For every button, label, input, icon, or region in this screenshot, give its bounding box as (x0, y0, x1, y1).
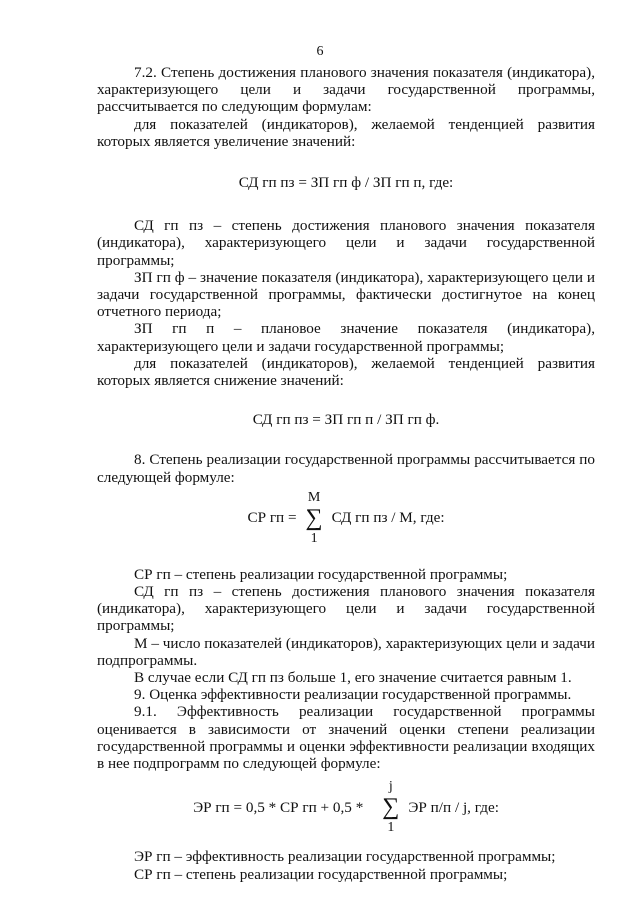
summation-sign (382, 778, 399, 836)
definition-sr-2: СР гп – степень реализации государственной программы; (134, 865, 508, 883)
summation-sign (306, 489, 323, 547)
formula-sr (97, 489, 595, 547)
paragraph-7-2: 7.2. Степень достижения планового значения показателя (индикатора), характеризующего цели и задачи государственной программы, рассчитывается по следующим формулам: (97, 64, 595, 116)
paragraph-8: 8. Степень реализации государственной программы рассчитывается по следующей формуле: (97, 451, 595, 486)
summation-lower-limit: 1 (387, 820, 395, 836)
sigma-symbol: ∑ (382, 794, 400, 821)
formula-sr-rhs: СД гп пз / М, где: (331, 509, 445, 527)
paragraph-decrease-case: для показателей (индикаторов), желаемой тенденцией развития которых является снижение значений: (97, 354, 595, 390)
definition-er: ЭР гп – эффективность реализации государственной программы; (134, 848, 556, 866)
formula-increase: СД гп пз = ЗП гп ф / ЗП гп п, где: (238, 174, 454, 192)
definition-zp-f: ЗП гп ф – значение показателя (индикатора), характеризующего цели и задачи государственной программы, фактически достигнутое на конец отчетного периода; (97, 268, 595, 321)
paragraph-9: 9. Оценка эффективности реализации государственной программы. (134, 686, 572, 704)
formula-decrease: СД гп пз = ЗП гп п / ЗП гп ф. (252, 411, 440, 429)
summation-lower-limit: 1 (310, 530, 318, 546)
formula-er-rhs: ЭР п/п / j, где: (408, 798, 499, 816)
definition-sd-2: СД гп пз – степень достижения планового значения показателя (индикатора), характеризующего цели и задачи государственной программы; (97, 583, 595, 635)
paragraph-cap-rule: В случае если СД гп пз больше 1, его значение считается равным 1. (134, 669, 572, 687)
definition-sr: СР гп – степень реализации государственной программы; (134, 565, 508, 583)
summation-upper-limit: j (388, 779, 393, 795)
definition-m: М – число показателей (индикаторов), характеризующих цели и задачи подпрограммы. (97, 634, 595, 669)
formula-sr-lhs: СР гп = (247, 509, 297, 527)
summation-upper-limit: М (307, 489, 321, 505)
definition-zp-p: ЗП гп п – плановое значение показателя (индикатора), характеризующего цели и задачи государственной программы; (97, 320, 595, 355)
paragraph-increase-case: для показателей (индикаторов), желаемой тенденцией развития которых является увеличение значений: (97, 115, 595, 150)
formula-er-lhs: ЭР гп = 0,5 * СР гп + 0,5 * (193, 798, 364, 816)
definition-sd: СД гп пз – степень достижения планового значения показателя (индикатора), характеризующего цели и задачи государственной программы; (97, 217, 595, 269)
sigma-symbol: ∑ (305, 504, 323, 531)
paragraph-9-1: 9.1. Эффективность реализации государственной программы оценивается в зависимости от значений оценки степени реализации государственной программы и оценки эффективности реализации входящих в нее подпрограмм по следующей формуле: (97, 703, 595, 773)
page-body (97, 64, 595, 883)
formula-er (97, 778, 595, 836)
page-number: 6 (316, 44, 324, 59)
